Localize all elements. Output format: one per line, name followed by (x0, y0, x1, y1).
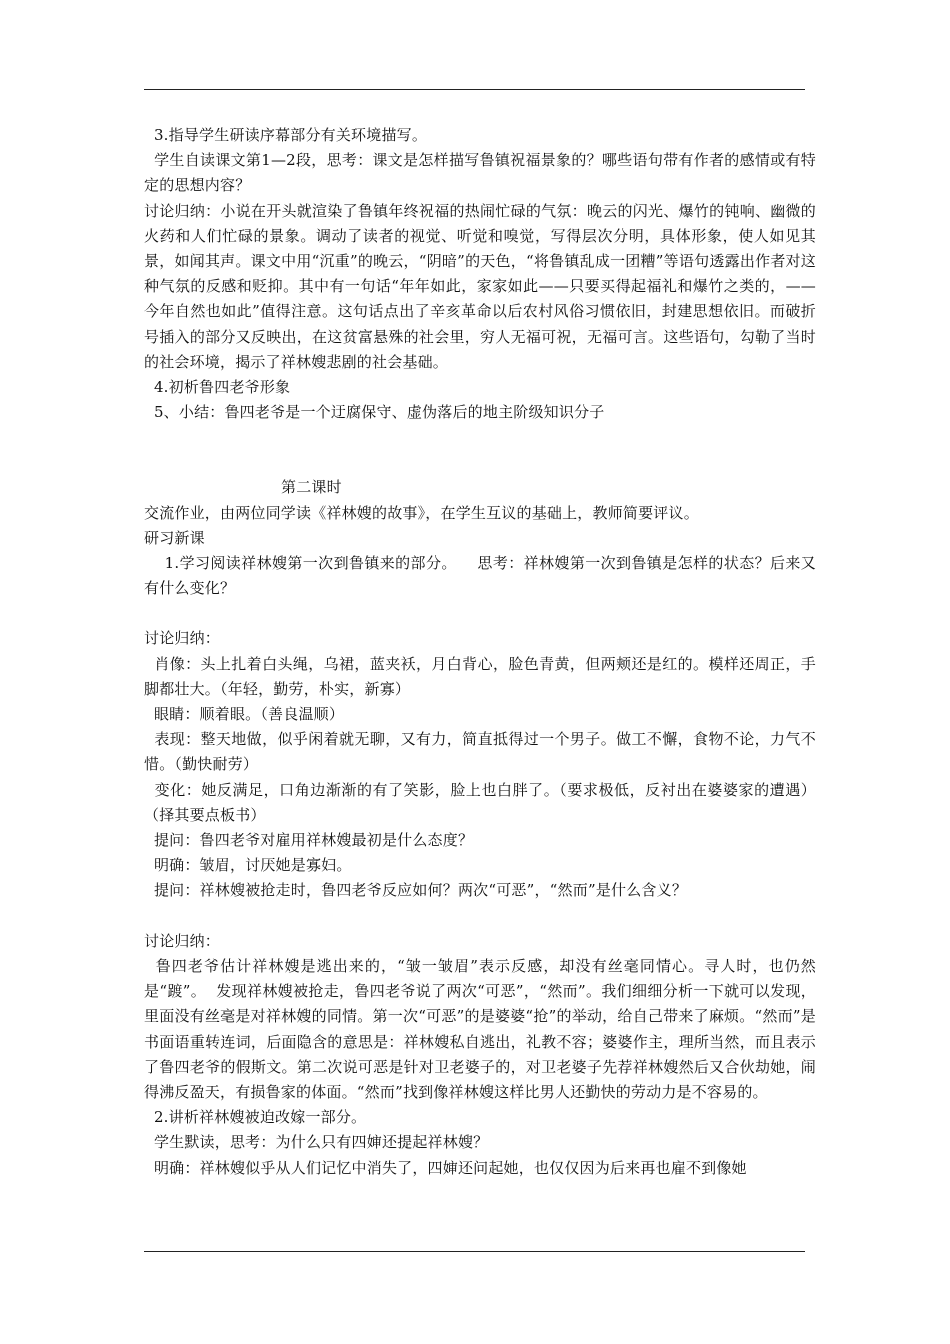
document-body (144, 123, 816, 1181)
spacer (144, 904, 816, 929)
spacer (144, 425, 816, 475)
paragraph: 肖像：头上扎着白头绳，乌裙，蓝夹袄，月白背心，脸色青黄，但两颊还是红的。模样还周正，手脚都壮大。（年轻，勤劳，朴实，新寡） (144, 654, 817, 698)
paragraph: 学生自读课文第1—2段，思考：课文是怎样描写鲁镇祝福景象的？哪些语句带有作者的感情或有特定的思想内容？ (144, 151, 816, 195)
paragraph: 提问：祥林嫂被抢走时，鲁四老爷反应如何？两次“可恶”，“然而”是什么含义？ (144, 881, 688, 900)
paragraph: 交流作业，由两位同学读《祥林嫂的故事》，在学生互议的基础上，教师简要评议。 (144, 503, 699, 522)
paragraph: 1.学习阅读祥林嫂第一次到鲁镇来的部分。 思考：祥林嫂第一次到鲁镇是怎样的状态？后来又有什么变化？ (144, 554, 816, 598)
paragraph: 2.讲析祥林嫂被迫改嫁一部分。 (144, 1108, 367, 1127)
paragraph: 眼睛：顺着眼。（善良温顺） (144, 705, 345, 724)
paragraph: 讨论归纳： (144, 931, 221, 950)
paragraph: 明确：皱眉，讨厌她是寡妇。 (144, 856, 352, 875)
paragraph: 明确：祥林嫂似乎从人们记忆中消失了，四婶还问起她，也仅仅因为后来再也雇不到像她 (144, 1158, 747, 1177)
paragraph: 3.指导学生研读序幕部分有关环境描写。 (144, 126, 428, 144)
paragraph: 5、小结：鲁四老爷是一个迂腐保守、虚伪落后的地主阶级知识分子 (144, 403, 605, 422)
paragraph: 讨论归纳：小说在开头就渲染了鲁镇年终祝福的热闹忙碌的气氛：晚云的闪光、爆竹的钝响、幽微的火药和人们忙碌的景象。调动了读者的视觉、听觉和嗅觉，写得层次分明，具体形象，使人如见其景，如闻其声。课文中用“沉重”的晚云，“阴暗”的天色，“将鲁镇乱成一团糟”等语句透露出作者对这种气氛的反感和贬抑。其中有一句话“年年如此，家家如此——只要买得起福礼和爆竹之类的，——今年自然也如此”值得注意。这句话点出了辛亥革命以后农村风俗习惯依旧，封建思想依旧。而破折号插入的部分又反映出，在这贫富悬殊的社会里，穷人无福可祝，无福可言。这些语句，勾勒了当时的社会环境，揭示了祥林嫂悲剧的社会基础。 (144, 201, 816, 371)
paragraph: 学生默读，思考：为什么只有四婶还提起祥林嫂？ (144, 1133, 489, 1152)
paragraph: 研习新课 (144, 528, 205, 547)
spacer (144, 601, 816, 626)
paragraph: 表现：整天地做，似乎闲着就无聊，又有力，简直抵得过一个男子。做工不懈，食物不论，力气不惜。（勤快耐劳） (144, 730, 817, 774)
paragraph: 提问：鲁四老爷对雇用祥林嫂最初是什么态度？ (144, 831, 474, 850)
paragraph: 4.初析鲁四老爷形象 (144, 378, 291, 397)
footer-rule (144, 1251, 805, 1252)
section-title: 第二课时 (281, 478, 342, 497)
paragraph: 讨论归纳： (144, 629, 221, 648)
paragraph: 鲁四老爷估计祥林嫂是逃出来的，“皱一皱眉”表示反感，却没有丝毫同情心。寻人时，也仍然是“踱”。 发现祥林嫂被抢走，鲁四老爷说了两次“可恶”，“然而”。我们细细分析一下就可以发现，里面没有丝毫是对祥林嫂的同情。第一次“可恶”的是婆婆“抢”的举动，给自己带来了麻烦。“然而”是书面语重转连词，后面隐含的意思是：祥林嫂私自逃出，礼教不容；婆婆作主，理所当然，而且表示了鲁四老爷的假斯文。第二次说可恶是针对卫老婆子的，对卫老婆子先荐祥林嫂然后又合伙劫她，闹得沸反盈天，有损鲁家的体面。“然而”找到像祥林嫂这样比男人还勤快的劳动力是不容易的。 (144, 956, 816, 1101)
paragraph: 变化：她反满足，口角边渐渐的有了笑影，脸上也白胖了。（要求极低，反衬出在婆婆家的遭遇）（择其要点板书） (144, 780, 817, 824)
header-rule (144, 89, 805, 90)
